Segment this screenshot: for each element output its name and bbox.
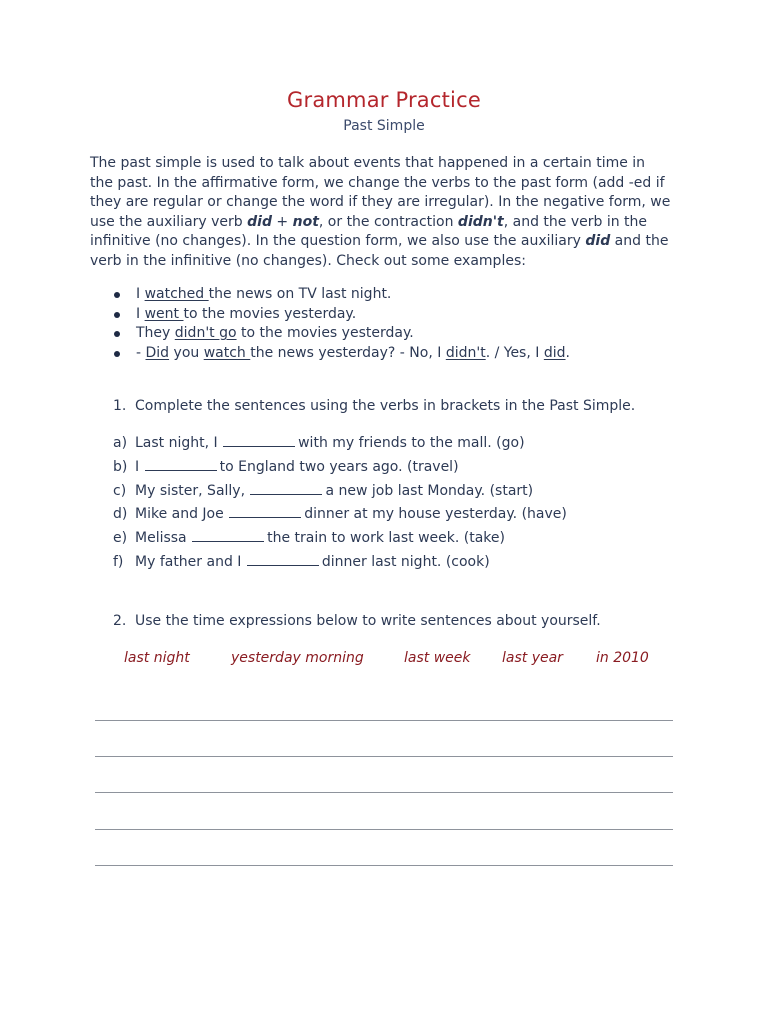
item-letter: e) xyxy=(113,530,128,547)
underlined-verb: didn't xyxy=(445,344,486,361)
example-word: to the movies yesterday. xyxy=(183,305,357,322)
example-word: the news yesterday? - No, I xyxy=(250,344,446,361)
intro-line: verb in the infinitive (no changes). Check out some examples: xyxy=(90,252,526,269)
answer-blank[interactable] xyxy=(192,529,264,542)
bullet-icon xyxy=(114,351,120,357)
writing-line[interactable] xyxy=(95,756,673,757)
example-word: - xyxy=(136,344,146,361)
intro-text: , or the contraction xyxy=(318,213,458,230)
example-word: . xyxy=(565,344,570,361)
sentence-end: dinner last night. (cook) xyxy=(321,553,490,570)
writing-line[interactable] xyxy=(95,865,673,866)
intro-text: and the xyxy=(610,233,669,249)
exercise-item xyxy=(113,528,567,552)
exercise-1-heading xyxy=(113,397,635,416)
example-word: I xyxy=(136,286,145,302)
answer-blank[interactable] xyxy=(229,505,301,518)
intro-line xyxy=(90,213,680,233)
intro-line: they are regular or change the word if they are irregular). In the negative form, we xyxy=(90,194,671,210)
item-letter: a) xyxy=(113,435,128,451)
intro-line: the past. In the affirmative form, we change the verbs to the past form (add -ed if xyxy=(90,174,665,191)
sentence-start: Mike and Joe xyxy=(135,506,224,523)
sentence-start: I xyxy=(135,458,140,475)
exercise-2-heading xyxy=(113,612,601,631)
sentence-start: Melissa xyxy=(135,530,187,547)
sentence-end: with my friends to the mall. (go) xyxy=(298,435,525,451)
example-word: to the movies yesterday. xyxy=(236,325,414,341)
page-subtitle: Past Simple xyxy=(343,118,425,134)
sentence-start: Last night, I xyxy=(135,435,218,451)
bullet-icon xyxy=(114,312,120,318)
underlined-verb: watch xyxy=(203,344,251,361)
example-text xyxy=(136,305,356,325)
underlined-verb: went xyxy=(144,305,184,322)
example-word: I xyxy=(136,305,145,322)
intro-paragraph xyxy=(90,154,680,271)
example-text xyxy=(136,285,391,305)
answer-blank[interactable] xyxy=(223,434,295,447)
sentence-start: My father and I xyxy=(135,553,242,570)
exercise-number: 1. xyxy=(113,398,127,414)
time-expression: last week xyxy=(404,650,471,666)
intro-text: infinitive (no changes). In the question form, we also use the auxiliary xyxy=(90,233,586,249)
underlined-verb: watched xyxy=(144,286,209,302)
time-expression: last year xyxy=(502,650,563,666)
page-title: Grammar Practice xyxy=(287,88,481,112)
exercise-item xyxy=(113,457,567,481)
emphasis-not: not xyxy=(292,213,319,230)
intro-line: The past simple is used to talk about events that happened in a certain time in xyxy=(90,155,646,171)
sentence-start: My sister, Sally, xyxy=(135,482,246,499)
underlined-verb: did xyxy=(543,344,566,361)
writing-line[interactable] xyxy=(95,829,673,830)
exercise-instruction: Complete the sentences using the verbs in brackets in the Past Simple. xyxy=(135,398,636,414)
item-letter: d) xyxy=(113,506,128,523)
answer-blank[interactable] xyxy=(247,553,319,566)
item-letter: c) xyxy=(113,482,127,499)
emphasis-did: did xyxy=(585,233,611,249)
exercise-number: 2. xyxy=(113,613,127,629)
bullet-icon xyxy=(114,292,120,298)
intro-text: , and the verb in the xyxy=(503,213,648,230)
sentence-end: a new job last Monday. (start) xyxy=(325,482,534,499)
example-word: . / Yes, I xyxy=(485,344,544,361)
exercise-item xyxy=(113,504,567,528)
underlined-verb: didn't go xyxy=(174,325,237,341)
exercise-instruction: Use the time expressions below to write sentences about yourself. xyxy=(135,613,601,629)
answer-blank[interactable] xyxy=(145,458,217,471)
exercise-item xyxy=(113,433,567,457)
exercise-item xyxy=(113,552,567,576)
emphasis-did: did xyxy=(247,213,272,230)
time-expression: yesterday morning xyxy=(231,650,364,666)
writing-line[interactable] xyxy=(95,792,673,793)
bullet-icon xyxy=(114,331,120,337)
underlined-verb: Did xyxy=(145,344,170,361)
intro-line xyxy=(90,232,680,252)
example-word: They xyxy=(136,325,175,341)
sentence-end: the train to work last week. (take) xyxy=(267,530,505,547)
emphasis-didnt: didn't xyxy=(457,213,504,230)
example-word: the news on TV last night. xyxy=(208,286,392,302)
sentence-end: to England two years ago. (travel) xyxy=(219,458,459,475)
example-word: you xyxy=(169,344,204,361)
writing-line[interactable] xyxy=(95,720,673,721)
time-expression: in 2010 xyxy=(596,650,649,666)
item-letter: b) xyxy=(113,458,128,475)
example-text xyxy=(136,324,414,344)
exercise-item xyxy=(113,481,567,505)
intro-text: + xyxy=(271,213,293,230)
item-letter: f) xyxy=(113,553,124,570)
example-text xyxy=(136,344,570,364)
time-expression: last night xyxy=(124,650,190,666)
intro-text: use the auxiliary verb xyxy=(90,213,248,230)
answer-blank[interactable] xyxy=(250,482,322,495)
exercise-1-items xyxy=(113,433,567,576)
sentence-end: dinner at my house yesterday. (have) xyxy=(304,506,567,523)
